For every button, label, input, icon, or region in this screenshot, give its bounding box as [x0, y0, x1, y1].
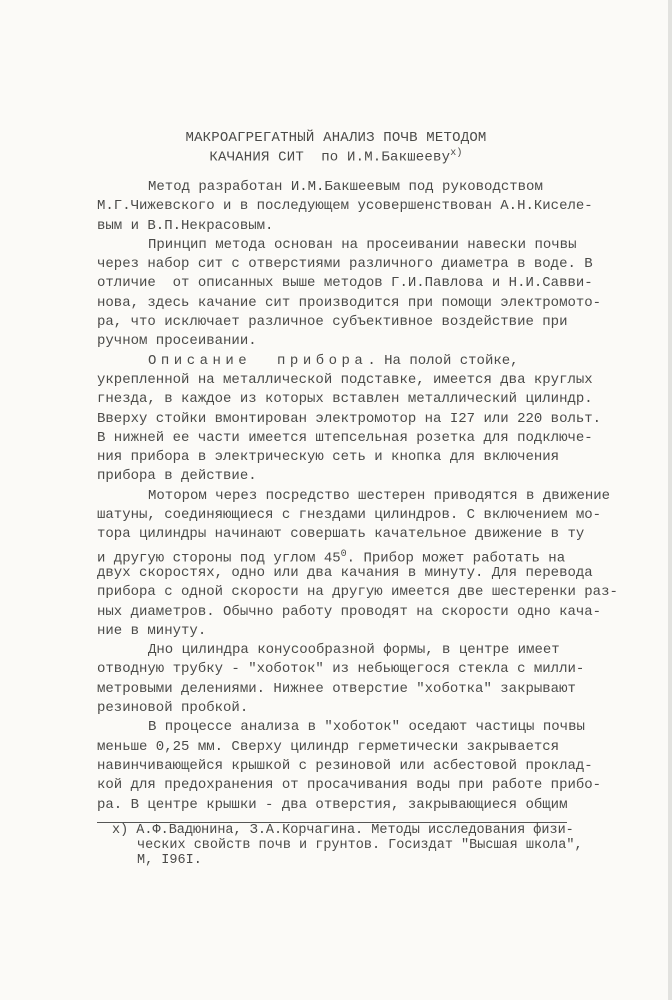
line-text: и другую стороны под углом 45	[97, 550, 341, 567]
line-text: Дно цилиндра конусообразной формы, в центре имеет	[148, 642, 560, 659]
line-text: М.Г.Чижевского и в последующем усовершенствован А.Н.Киселе-	[97, 198, 593, 215]
text-line	[97, 796, 597, 815]
footnote-line: М, I96I.	[137, 853, 202, 868]
text-line	[97, 352, 597, 371]
line-text: через набор сит с отверстиями различного диаметра в воде. В	[97, 256, 593, 273]
title-text: КАЧАНИЯ СИТ по И.М.Бакшееву	[209, 149, 451, 166]
line-text: отличие от описанных выше методов Г.И.Павлова и Н.И.Савви-	[97, 275, 593, 292]
text-line	[97, 217, 597, 236]
line-text: навинчивающейся крышкой с резиновой или асбестовой проклад-	[97, 757, 593, 774]
text-line	[97, 776, 602, 795]
text-line	[97, 371, 597, 390]
line-text: двух скоростях, одно или два качания в минуту. Для перевода	[97, 564, 593, 581]
line-text: ных диаметров. Обычно работу проводят на скорости одно кача-	[97, 603, 602, 620]
text-line	[97, 680, 597, 699]
document-title-line-2	[0, 148, 672, 166]
text-line	[97, 236, 597, 255]
text-line	[97, 525, 597, 544]
line-text: укрепленной на металлической подставке, имеется два круглых	[97, 371, 593, 388]
line-text: кой для предохранения от просачивания воды при работе прибо-	[97, 777, 602, 794]
text-line	[97, 641, 597, 660]
line-text: тора цилиндры начинают совершать качательное движение в ту	[97, 526, 585, 543]
text-line	[97, 313, 597, 332]
text-line	[97, 410, 602, 429]
line-text: прибора с одной скорости на другую имеется две шестеренки раз-	[97, 584, 618, 601]
footnote	[112, 823, 582, 868]
text-line	[97, 603, 602, 622]
text-line	[97, 390, 597, 409]
text-line	[97, 738, 597, 757]
line-text-rest: . Прибор может работать на	[346, 550, 566, 567]
line-text: метровыми делениями. Нижнее отверстие "хоботка" закрывают	[97, 680, 576, 697]
line-text: Описание прибора	[148, 352, 368, 369]
line-text: вым и В.П.Некрасовым.	[97, 217, 274, 234]
degree-superscript: 0	[340, 548, 347, 560]
line-text: Мотором через посредство шестерен приводятся в движение	[148, 487, 611, 504]
text-line	[97, 757, 597, 776]
text-line	[97, 699, 597, 718]
line-text: резиновой пробкой.	[97, 700, 249, 717]
line-text: ния прибора в электрическую сеть и кнопка для включения	[97, 449, 560, 466]
text-line	[97, 467, 597, 486]
footnote-line: x) А.Ф.Вадюнина, З.А.Корчагина. Методы исследования физи-	[112, 823, 574, 838]
line-text: гнезда, в каждое из которых вставлен металлический цилиндр.	[97, 391, 593, 408]
text-line	[97, 332, 597, 351]
line-text: нова, здесь качание сит производится при помощи электромото-	[97, 294, 602, 311]
line-text: ручном просеивании.	[97, 333, 257, 350]
text-line	[97, 583, 618, 602]
line-text: меньше 0,25 мм. Сверху цилиндр герметически закрывается	[97, 738, 560, 755]
text-line	[97, 660, 597, 679]
line-text: ра, что исключает различное субъективное воздействие при	[97, 314, 568, 331]
text-line	[97, 178, 597, 197]
text-line	[97, 429, 597, 448]
line-text: Вверху стойки вмонтирован электромотор на I27 или 220 вольт.	[97, 410, 602, 427]
text-line	[97, 718, 597, 737]
line-text: прибора в действие.	[97, 468, 257, 485]
document-body	[97, 178, 618, 815]
page-edge	[668, 0, 672, 1000]
text-line	[97, 274, 597, 293]
line-text: Принцип метода основан на просеивании навески почвы	[148, 236, 577, 253]
document-title-line-1: МАКРОАГРЕГАТНЫЙ АНАЛИЗ ПОЧВ МЕТОДОМ	[185, 130, 487, 146]
text-line	[97, 197, 597, 216]
line-text: В процессе анализа в "хоботок" оседают частицы почвы	[148, 719, 585, 736]
text-line	[97, 564, 597, 583]
text-line	[97, 506, 602, 525]
line-text: отводную трубку - "хоботок" из небьющегося стекла с милли-	[97, 661, 585, 678]
text-line	[97, 255, 597, 274]
text-line	[97, 622, 597, 641]
text-line	[97, 487, 611, 506]
line-text: Метод разработан И.М.Бакшеевым под руководством	[148, 179, 543, 195]
footnote-mark: x)	[450, 148, 463, 159]
line-text: ние в минуту.	[97, 622, 207, 639]
line-text: шатуны, соединяющиеся с гнездами цилиндров. С включением мо-	[97, 507, 602, 524]
text-line	[97, 545, 597, 567]
line-text-rest: . На полой стойке,	[367, 352, 519, 369]
line-text: ра. В центре крышки - два отверстия, закрывающиеся общим	[97, 796, 568, 813]
text-line	[97, 294, 602, 313]
text-line	[97, 448, 597, 467]
line-text: В нижней ее части имеется штепсельная розетка для подключе-	[97, 429, 593, 446]
footnote-line: ческих свойств почв и грунтов. Госиздат "Высшая школа",	[137, 838, 583, 853]
